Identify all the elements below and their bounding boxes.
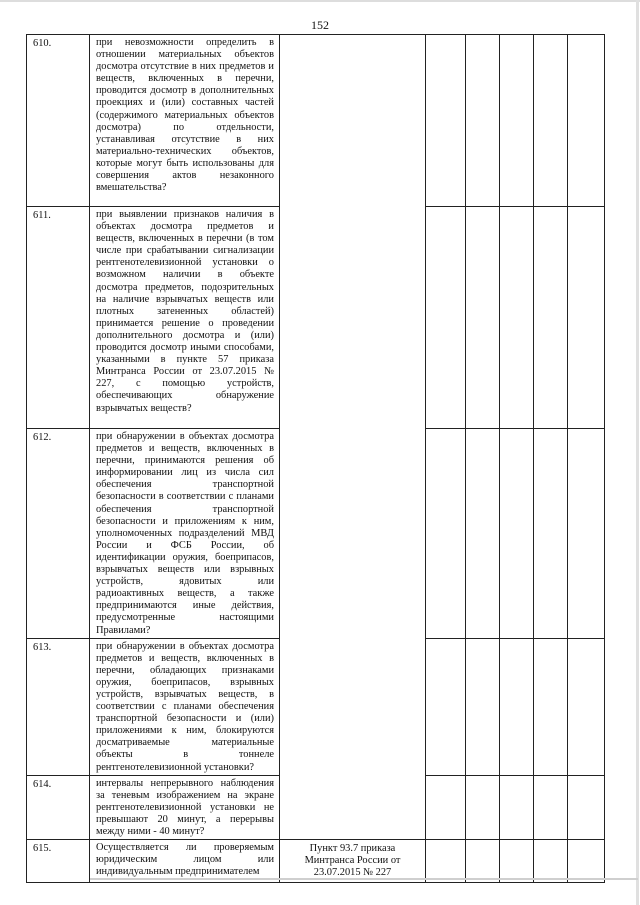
page-number: 152 <box>311 18 329 32</box>
row-number: 614. <box>27 775 90 839</box>
requirement-text: при обнаружении в объектах досмотра предметов и веществ, включенных в перечни, принимаются решения об информировании лиц из числа сил обеспечения транспортной безопасности в соответствии с планами обеспечения транспортной безопасности и приложениям к ним, уполномоченных подразделений МВД России и ФСБ России, об идентификации оружия, боеприпасов, взрывчатых веществ или взрывных устройств, ядовитых или радиоактивных веществ, а также предпринимаются иные действия, предусмотренные настоящими Правилами? <box>90 429 280 639</box>
answer-cell <box>466 638 500 775</box>
answer-cell <box>534 638 568 775</box>
row-number: 611. <box>27 207 90 429</box>
answer-cell <box>534 775 568 839</box>
answer-cell <box>426 775 466 839</box>
answer-cell <box>466 429 500 639</box>
answer-cell <box>500 35 534 207</box>
answer-cell <box>568 840 605 883</box>
answer-cell <box>500 775 534 839</box>
legal-reference: Пункт 93.7 приказа Минтранса России от 23.07.2015 № 227 <box>280 840 426 883</box>
answer-cell <box>500 429 534 639</box>
answer-cell <box>466 207 500 429</box>
answer-cell <box>568 775 605 839</box>
requirement-text: интервалы непрерывного наблюдения за теневым изображением на экране рентгенотелевизионной установки не превышают 20 минут, а перерывы между ними - 40 минут? <box>90 775 280 839</box>
scan-right-edge <box>636 0 639 905</box>
answer-cell <box>568 429 605 639</box>
table-row <box>27 840 605 883</box>
answer-cell <box>568 638 605 775</box>
row-number: 612. <box>27 429 90 639</box>
answer-cell <box>568 207 605 429</box>
row-number: 615. <box>27 840 90 883</box>
requirement-text: Осуществляется ли проверяемым юридическим лицом или индивидуальным предпринимателем <box>90 840 280 883</box>
answer-cell <box>426 638 466 775</box>
answer-cell <box>534 35 568 207</box>
answer-cell <box>466 775 500 839</box>
requirement-text: при обнаружении в объектах досмотра предметов и веществ, включенных в перечни, обладающих признаками оружия, боеприпасов, взрывных устройств, взрывчатых веществ, в соответствии с планами обеспечения транспортной безопасности и (или) приложениями к ним, блокируются досматриваемые материальные объекты в тоннеле рентгенотелевизионной установки? <box>90 638 280 775</box>
answer-cell <box>426 429 466 639</box>
answer-cell <box>534 207 568 429</box>
answer-cell <box>500 207 534 429</box>
requirement-text: при выявлении признаков наличия в объектах досмотра предметов и веществ, включенных в перечни (в том числе при срабатывании сигнализации рентгенотелевизионной установки о возможном наличии в объекте досмотра предметов, подозрительных на наличие взрывчатых веществ или плотных затененных областей) принимается решение о проведении дополнительного досмотра и (или) проводится досмотр иными способами, указанными в пункте 57 приказа Минтранса России от 23.07.2015 № 227, с помощью устройств, обеспечивающих обнаружение взрывчатых веществ? <box>90 207 280 429</box>
answer-cell <box>500 840 534 883</box>
answer-cell <box>534 429 568 639</box>
answer-cell <box>568 35 605 207</box>
answer-cell <box>466 35 500 207</box>
answer-cell <box>426 35 466 207</box>
table-row <box>27 35 605 207</box>
row-number: 613. <box>27 638 90 775</box>
answer-cell <box>426 840 466 883</box>
checklist-table <box>26 34 605 883</box>
answer-cell <box>426 207 466 429</box>
scan-bottom-edge <box>90 878 638 880</box>
answer-cell <box>534 840 568 883</box>
requirement-text: при невозможности определить в отношении материальных объектов досмотра отсутствие в них предметов и веществ, включенных в перечни, проводится досмотр в дополнительных проекциях и (или) составных частей (содержимого материальных объектов досмотра) по отдельности, устанавливая отсутствие в них материально-технических объектов, которые могут быть использованы для совершения актов незаконного вмешательства? <box>90 35 280 207</box>
scan-top-edge <box>0 0 640 2</box>
row-number: 610. <box>27 35 90 207</box>
answer-cell <box>466 840 500 883</box>
answer-cell <box>500 638 534 775</box>
legal-reference-cell <box>280 35 426 840</box>
